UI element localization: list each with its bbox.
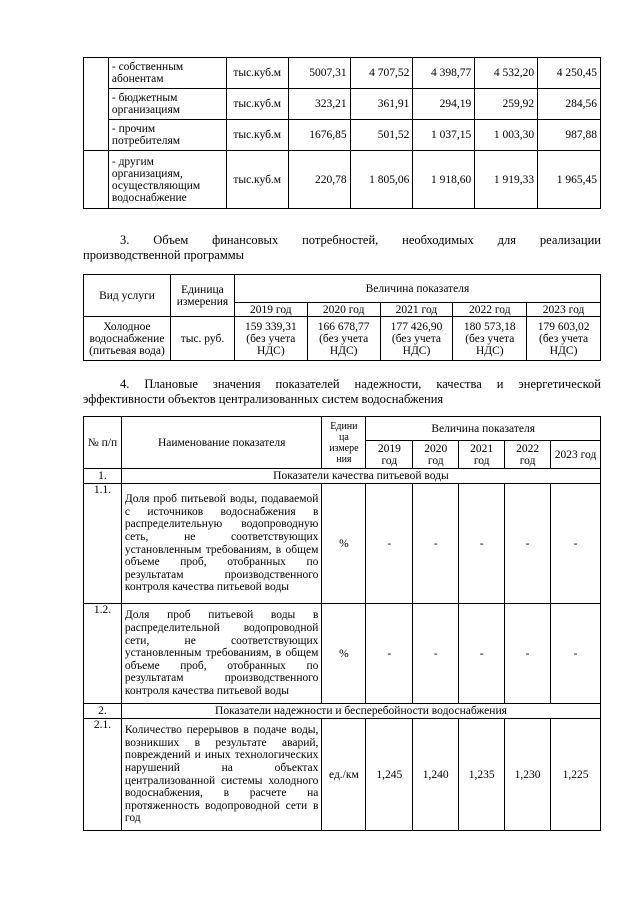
indicator-name: Количество перерывов в подаче воды, возникших в результате аварий, повреждений и иных технологических нарушений на объектах централизованной системы холодного водоснабжения, в расчете на протяженность водопроводной сети в год (121, 719, 321, 831)
value-cell: 1 037,15 (413, 120, 475, 151)
value-cell: - (366, 604, 413, 704)
value-cell: - (459, 484, 505, 604)
table-row (84, 484, 601, 604)
year-header: 2020 год (307, 303, 380, 317)
table-header-row (84, 275, 601, 303)
unit-cell: ед./км (322, 719, 366, 831)
year-header: 2019 год (366, 441, 413, 469)
section-title: Показатели надежности и бесперебойности водоснабжения (121, 704, 600, 719)
value-cell: - (459, 604, 505, 704)
value-cell: 177 426,90 (без учета НДС) (380, 317, 453, 361)
unit-cell: тыс.куб.м (226, 58, 288, 89)
year-header: 2022 год (505, 441, 551, 469)
table-row (84, 151, 601, 209)
unit-cell: % (322, 604, 366, 704)
table-row (84, 317, 601, 361)
section-3-heading-line1: 3. Объем финансовых потребностей, необходимых для реализации (120, 233, 601, 247)
year-header: 2021 год (459, 441, 505, 469)
value-cell: 987,88 (538, 120, 601, 151)
row-number: 1.2. (84, 604, 122, 704)
value-cell: 180 573,18 (без учета НДС) (453, 317, 527, 361)
section-number: 2. (84, 704, 122, 719)
column-header-name: Наименование показателя (121, 417, 321, 469)
value-cell: 1,235 (459, 719, 505, 831)
column-header-unit: Единица измерения (170, 275, 234, 317)
value-cell: - (366, 484, 413, 604)
value-cell: 1 918,60 (413, 151, 475, 209)
row-number: 2.1. (84, 719, 122, 831)
value-cell: - (551, 484, 601, 604)
value-cell: 323,21 (288, 89, 350, 120)
value-cell: 294,19 (413, 89, 475, 120)
value-cell: 4 398,77 (413, 58, 475, 89)
value-cell: 1 919,33 (475, 151, 538, 209)
year-header: 2020 год (413, 441, 459, 469)
section-title: Показатели качества питьевой воды (121, 469, 600, 484)
year-header: 2022 год (453, 303, 527, 317)
section-3-heading-line2: производственной программы (83, 248, 245, 262)
section-number: 1. (84, 469, 122, 484)
row-number: 1.1. (84, 484, 122, 604)
value-cell: 166 678,77 (без учета НДС) (307, 317, 380, 361)
value-cell: 259,92 (475, 89, 538, 120)
table-cell-empty (84, 58, 109, 151)
column-header-value: Величина показателя (234, 275, 600, 303)
unit-cell: тыс. руб. (170, 317, 234, 361)
section-4-heading-line2: эффективности объектов централизованных систем водоснабжения (83, 392, 444, 406)
value-cell: 179 603,02 (без учета НДС) (527, 317, 601, 361)
year-header: 2021 год (380, 303, 453, 317)
value-cell: 501,52 (350, 120, 413, 151)
table-row (84, 719, 601, 831)
column-header-number: № п/п (84, 417, 122, 469)
value-cell: 4 532,20 (475, 58, 538, 89)
indicator-name: Доля проб питьевой воды в распределительной водопроводной сети, не соответствующих установленным требованиям, в общем объеме проб, отобранных по результатам производственного контроля качества питьевой воды (121, 604, 321, 704)
indicator-name: Доля проб питьевой воды, подаваемой с источников водоснабжения в распределительную водопроводную сеть, не соответствующих установленным требованиям, в общем объеме проб, отобранных по результатам производственного контроля качества питьевой воды (121, 484, 321, 604)
year-header: 2019 год (234, 303, 307, 317)
value-cell: 220,78 (288, 151, 350, 209)
value-cell: - (505, 484, 551, 604)
value-cell: 1,225 (551, 719, 601, 831)
unit-cell: тыс.куб.м (226, 120, 288, 151)
value-cell: 5007,31 (288, 58, 350, 89)
value-cell: - (551, 604, 601, 704)
service-cell: Холодное водоснабжение (питьевая вода) (84, 317, 171, 361)
value-cell: 4 250,45 (538, 58, 601, 89)
value-cell: 1 805,06 (350, 151, 413, 209)
value-cell: 361,91 (350, 89, 413, 120)
table-cell-empty (84, 151, 109, 209)
year-header: 2023 год (527, 303, 601, 317)
column-header-service: Вид услуги (84, 275, 171, 317)
unit-cell: тыс.куб.м (226, 151, 288, 209)
table-row (84, 120, 601, 151)
table-row (84, 89, 601, 120)
value-cell: 1 003,30 (475, 120, 538, 151)
unit-cell: тыс.куб.м (226, 89, 288, 120)
year-header: 2023 год (551, 441, 601, 469)
value-cell: 1,245 (366, 719, 413, 831)
table-header-row (84, 417, 601, 441)
section-row (84, 469, 601, 484)
value-cell: 1,230 (505, 719, 551, 831)
column-header-unit: Едини ца измере ния (322, 417, 366, 469)
value-cell: - (413, 484, 459, 604)
table-row (84, 58, 601, 89)
water-volume-table (83, 57, 601, 209)
value-cell: 4 707,52 (350, 58, 413, 89)
value-cell: 1 965,45 (538, 151, 601, 209)
value-cell: - (505, 604, 551, 704)
section-row (84, 704, 601, 719)
financial-needs-table (83, 274, 601, 361)
value-cell: 284,56 (538, 89, 601, 120)
unit-cell: % (322, 484, 366, 604)
indicators-table (83, 416, 601, 831)
row-label: - собственным абонентам (108, 58, 226, 89)
section-4-heading-line1: 4. Плановые значения показателей надежности, качества и энергетической (120, 377, 601, 391)
row-label: - другим организациям, осуществляющим водоснабжение (108, 151, 226, 209)
value-cell: 159 339,31 (без учета НДС) (234, 317, 307, 361)
value-cell: - (413, 604, 459, 704)
value-cell: 1676,85 (288, 120, 350, 151)
row-label: - прочим потребителям (108, 120, 226, 151)
value-cell: 1,240 (413, 719, 459, 831)
table-row (84, 604, 601, 704)
row-label: - бюджетным организациям (108, 89, 226, 120)
column-header-value: Величина показателя (366, 417, 601, 441)
